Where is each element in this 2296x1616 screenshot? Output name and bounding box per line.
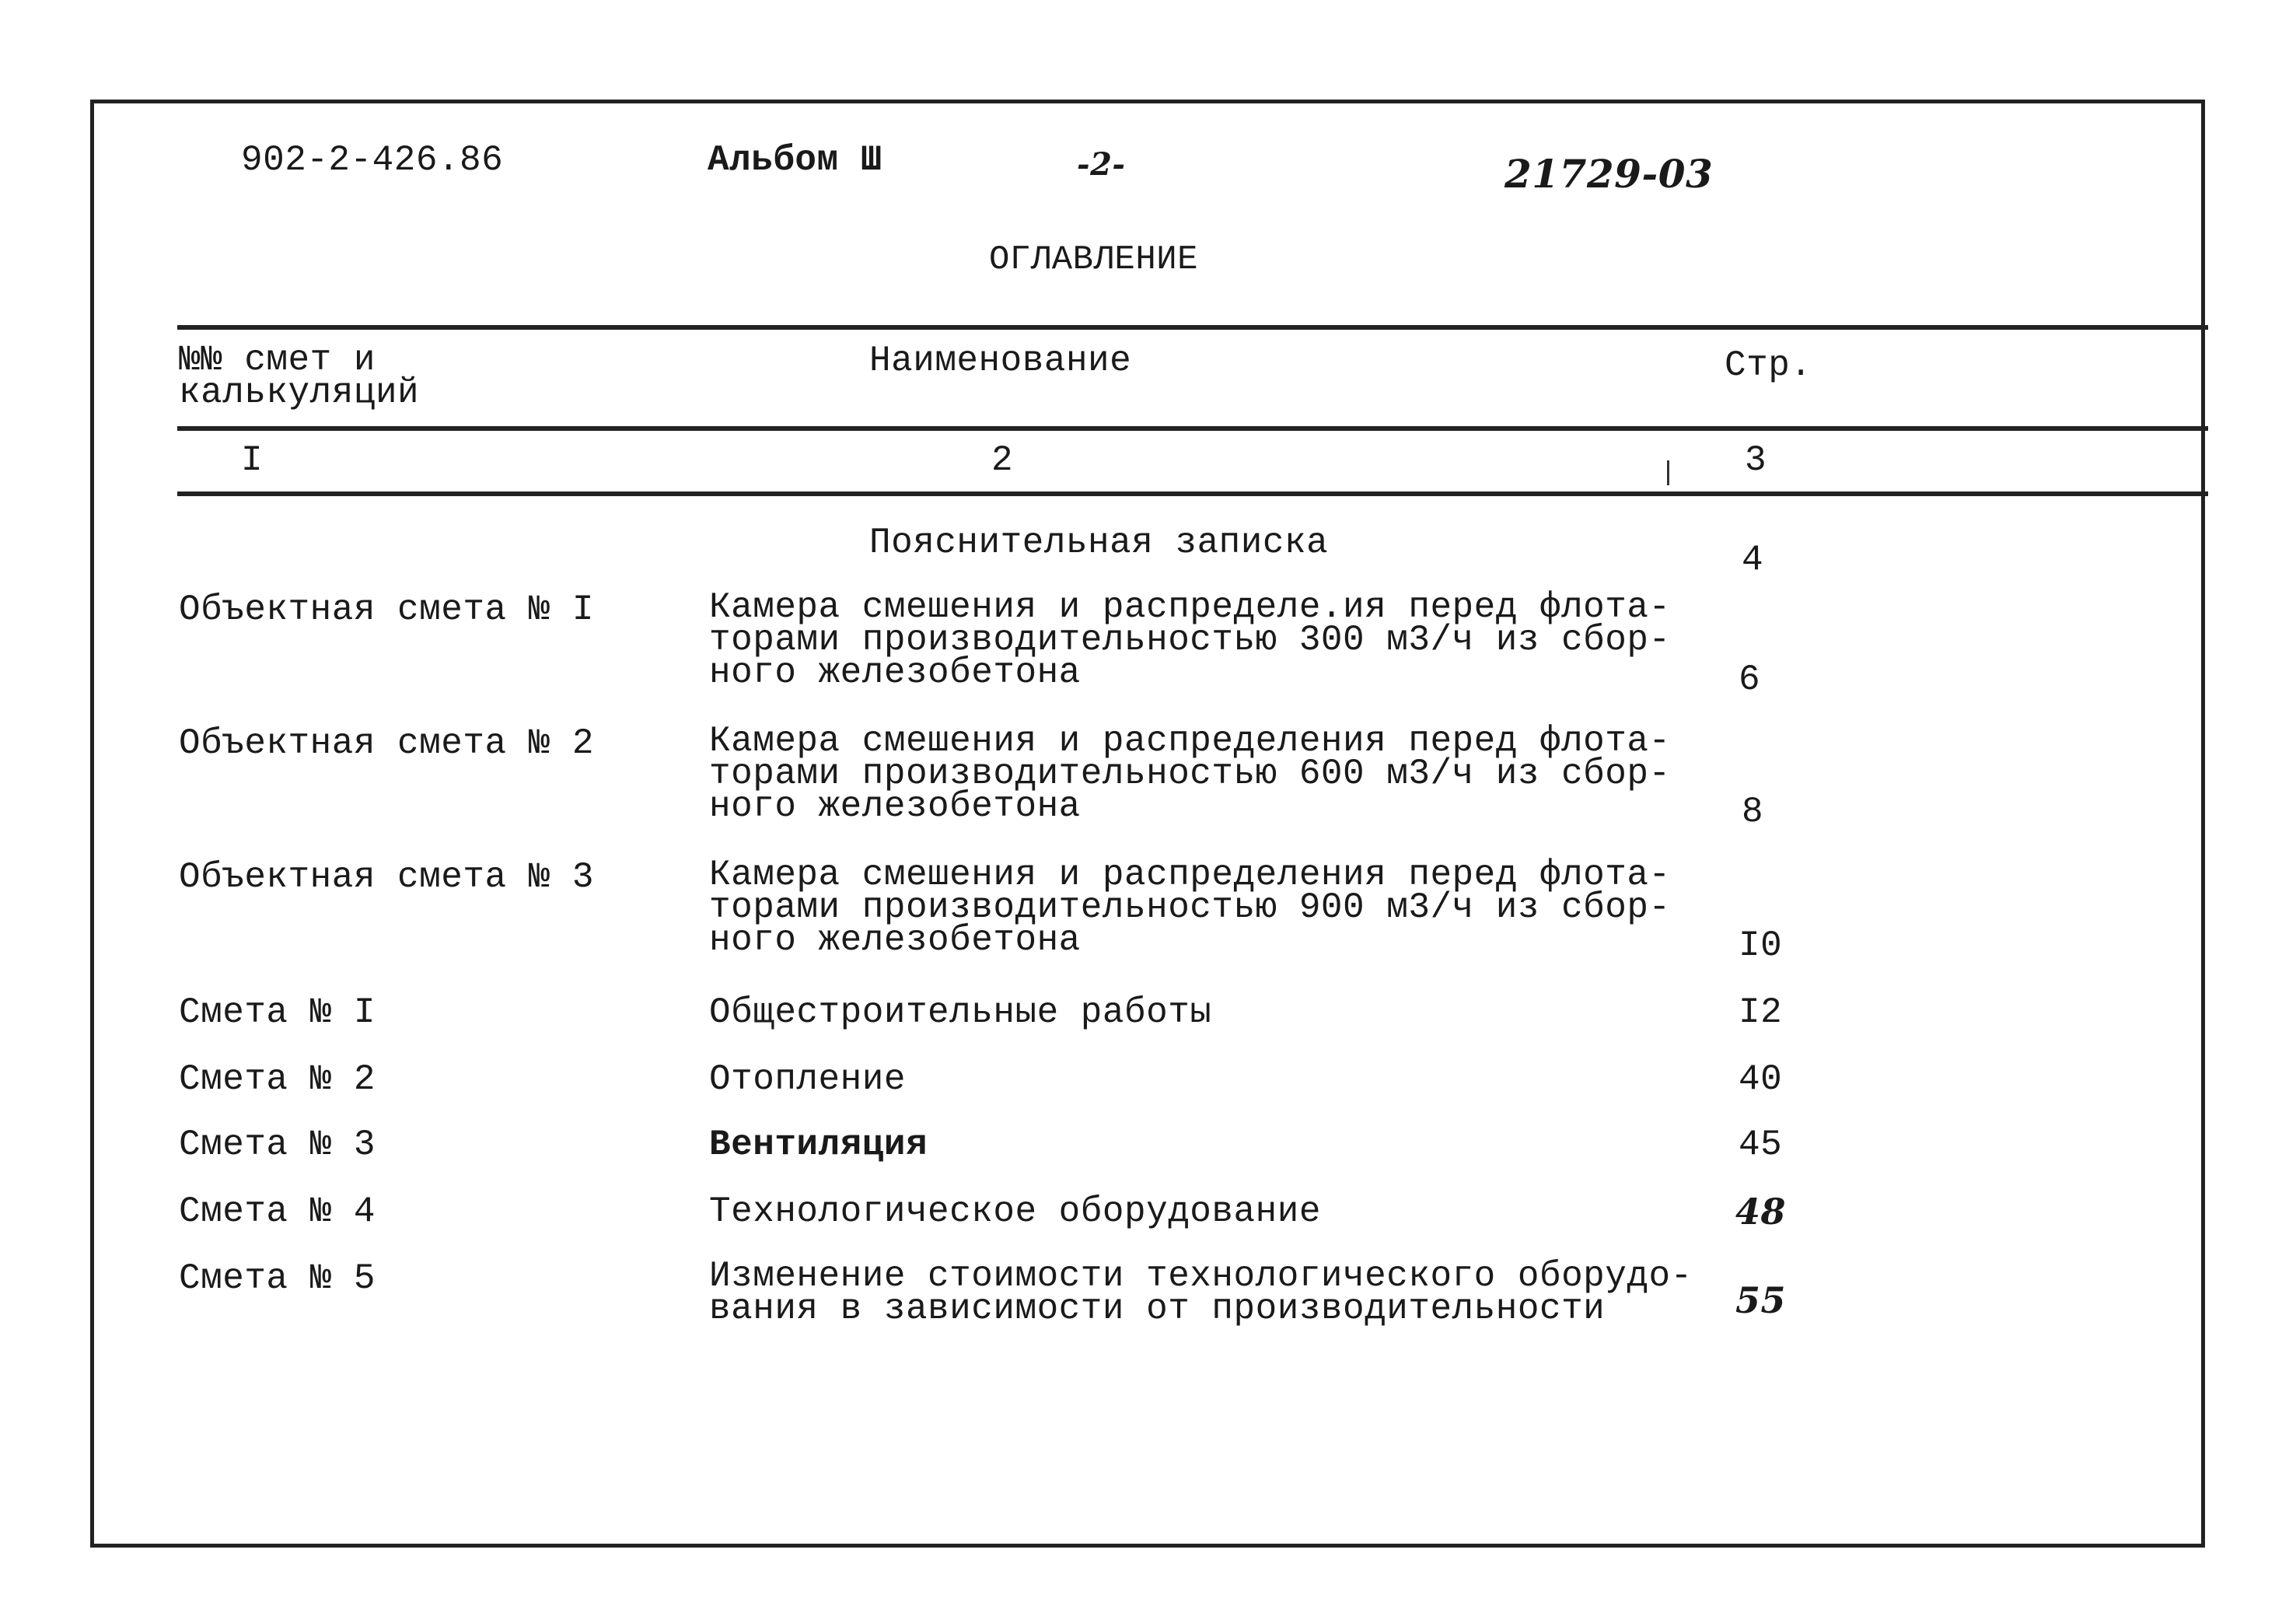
row-estimate: Смета № 5 [179, 1258, 376, 1299]
row-estimate: Смета № 4 [179, 1191, 376, 1232]
row-page: 55 [1735, 1279, 1787, 1321]
column-number-1: I [241, 440, 264, 481]
row-name: Камера смешения и распределения перед флота- торами производительностью 600 м3/ч из сбор- ного железобетона [709, 721, 1671, 827]
row-page: 6 [1739, 659, 1761, 700]
row-name: Отопление [709, 1059, 906, 1100]
page-number: -2- [1077, 146, 1126, 183]
row-page: 8 [1742, 792, 1764, 832]
archive-number: 21729-03 [1504, 151, 1714, 197]
row-page: 48 [1735, 1191, 1787, 1233]
column-number-3: 3 [1745, 440, 1767, 481]
row-page: I2 [1739, 992, 1783, 1033]
header-estimates: №№ смет и калькуляций [179, 340, 420, 413]
row-name: Камера смешения и распределения перед флота- торами производительностью 900 м3/ч из сбор- ного железобетона [709, 855, 1671, 960]
row-estimate: Смета № 3 [179, 1125, 376, 1165]
row-name: Камера смешения и распределе.ия перед флота- торами производительностью 300 м3/ч из сбор- ного железобетона [709, 587, 1671, 693]
row-page: I0 [1739, 925, 1783, 966]
row-estimate: Смета № 2 [179, 1059, 376, 1100]
row-name: Вентиляция [709, 1125, 928, 1165]
page-frame [90, 100, 2205, 1548]
header-name: Наименование [869, 341, 1132, 381]
header-rule [177, 426, 2208, 431]
row-name: Технологическое оборудование [709, 1191, 1321, 1232]
column-numbers-rule [177, 491, 2208, 496]
album-label: Альбом Ш [708, 140, 882, 180]
row-name: Общестроительные работы [709, 992, 1212, 1033]
row-name: Изменение стоимости технологического оборудо- вания в зависимости от производительности [709, 1256, 1693, 1329]
row-estimate: Объектная смета № 3 [179, 857, 594, 897]
page-title: ОГЛАВЛЕНИЕ [989, 240, 1199, 279]
row-estimate: Объектная смета № 2 [179, 723, 594, 764]
note-page: 4 [1742, 540, 1764, 580]
table-top-rule [177, 325, 2208, 330]
column-number-2: 2 [991, 440, 1014, 481]
doc-code: 902-2-426.86 [241, 140, 504, 180]
row-estimate: Объектная смета № I [179, 589, 594, 630]
column-separator-mark [1667, 460, 1669, 485]
row-page: 45 [1739, 1125, 1783, 1165]
row-page: 40 [1739, 1059, 1783, 1100]
row-estimate: Смета № I [179, 992, 376, 1033]
header-page: Стр. [1725, 345, 1812, 386]
note-name: Пояснительная записка [869, 523, 1329, 563]
